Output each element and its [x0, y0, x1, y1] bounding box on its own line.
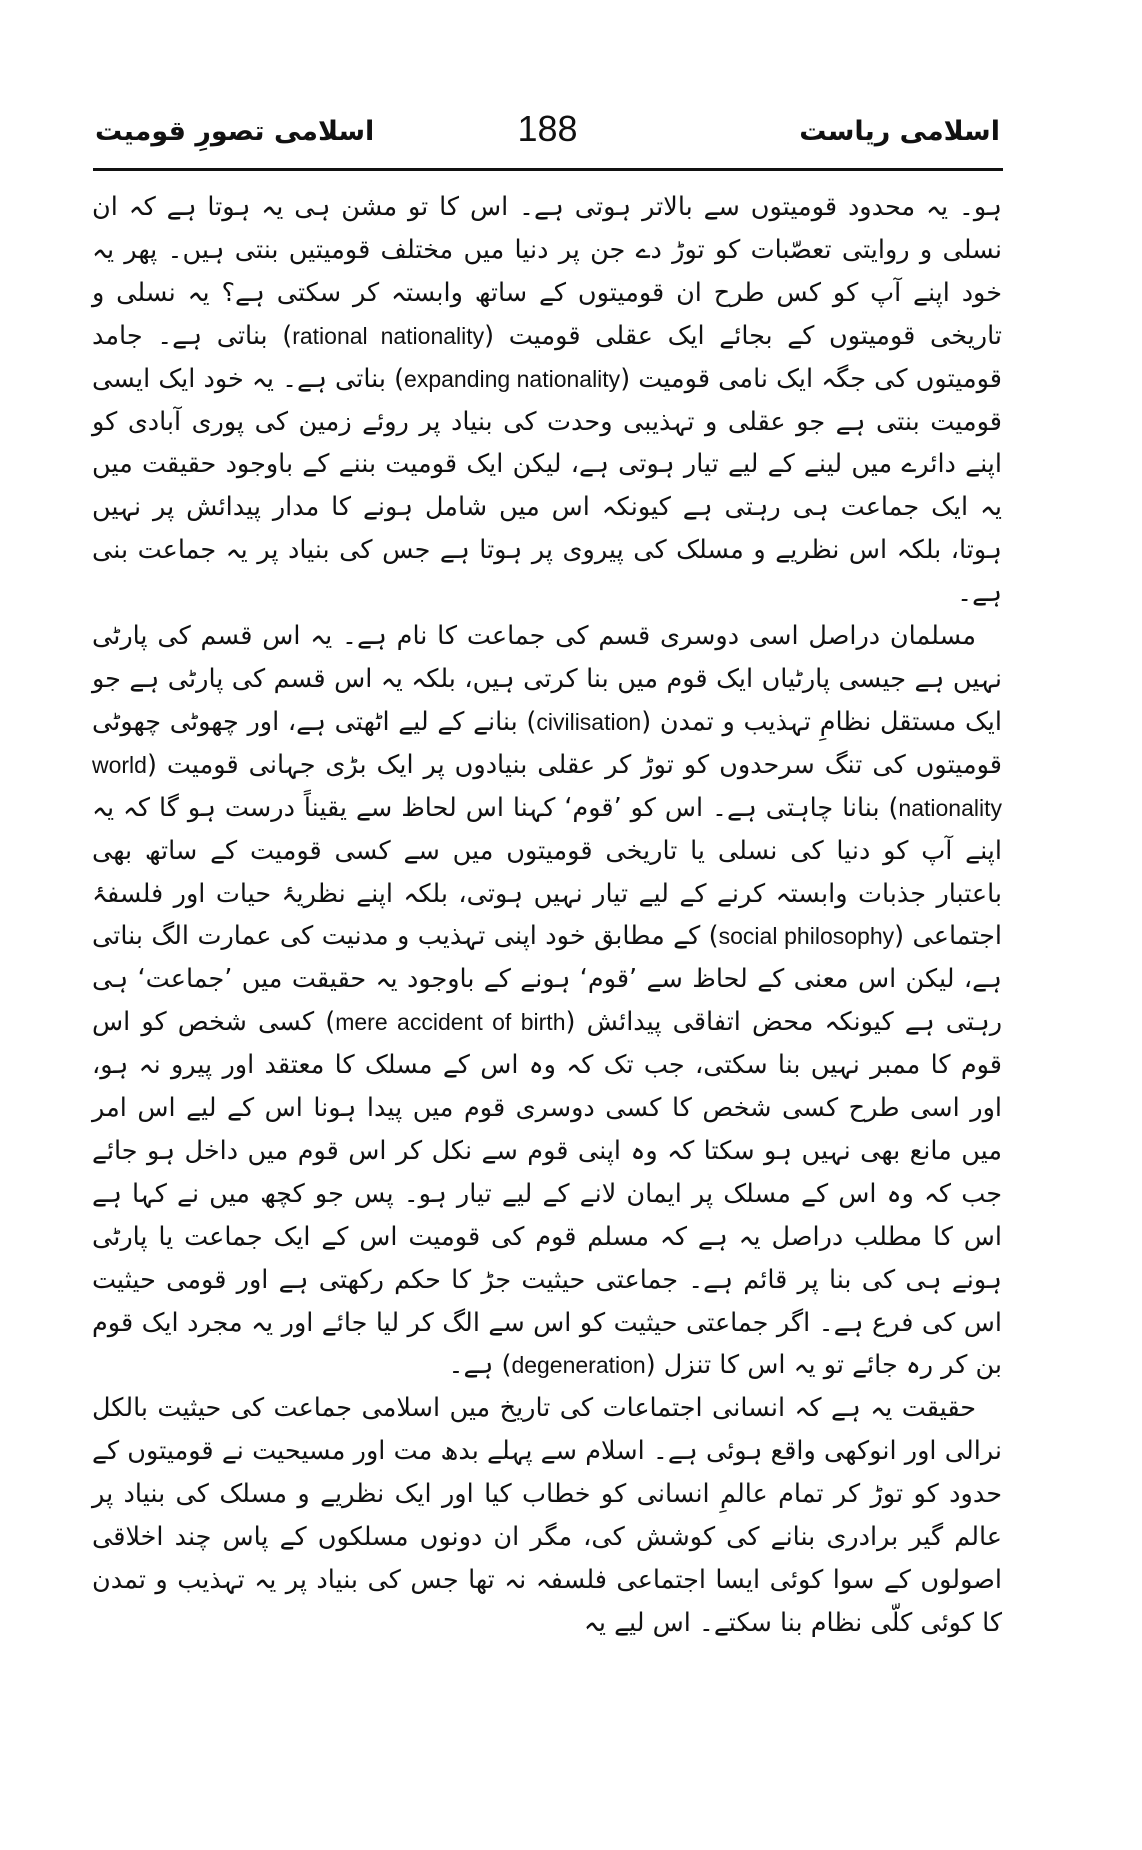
text-segment: ) بنانے کے لیے اٹھتی ہے، اور چھوٹی چھوٹی قومیتوں کی تنگ سرحدوں کو توڑ کر عقلی بنیادوں پر ایک بڑی جہانی قومیت ( — [92, 706, 1002, 780]
chapter-title: اسلامی تصورِ قومیت — [95, 116, 375, 147]
paragraph-1 — [92, 186, 1002, 615]
english-term: rational nationality — [292, 322, 485, 349]
english-term: degeneration — [511, 1352, 646, 1379]
english-term: civilisation — [536, 708, 642, 735]
book-title: اسلامی ریاست — [799, 116, 1000, 147]
text-segment: ) بنانا چاہتی ہے۔ اس کو ’قوم‘ کہنا اس لحاظ سے یقیناً درست ہو گا کہ یہ اپنے آپ کو دنیا کی نسلی یا تاریخی قومیتوں میں سے کسی قومیت کے ساتھ بھی باعتبار جذبات وابستہ کرنے کے لیے تیار نہیں ہوتی، بلکہ اپنے نظریۂ حیات اور فلسفۂ اجتماعی ( — [92, 792, 1003, 952]
header-divider — [93, 168, 1003, 171]
text-segment: ہو۔ یہ محدود قومیتوں سے بالاتر ہوتی ہے۔ اس کا تو مشن ہی یہ ہوتا ہے کہ ان نسلی و روایتی تعصّبات کو توڑ دے جن پر دنیا میں مختلف قومیتیں بنتی ہیں۔ پھر یہ خود اپنے آپ کو کس طرح ان قومیتوں کے ساتھ وابستہ کر سکتی ہے؟ یہ نسلی و تاریخی قومیتوں کے بجائے ایک عقلی قومیت ( — [92, 192, 1002, 351]
text-segment: ) بناتی ہے۔ جامد قومیتوں کی جگہ ایک نامی قومیت ( — [92, 320, 1002, 394]
running-header — [95, 108, 1000, 158]
text-segment: مسلمان دراصل اسی دوسری قسم کی جماعت کا نام ہے۔ یہ اس قسم کی پارٹی نہیں ہے جیسی پارٹیاں ایک قوم میں بنا کرتی ہیں، بلکہ یہ اس قسم کی پارٹی ہے جو ایک مستقل نظامِ تہذیب و تمدن ( — [92, 621, 1002, 737]
text-segment: ) ہے۔ — [448, 1350, 512, 1381]
paragraph-3 — [92, 1387, 1002, 1644]
text-segment: ) کے مطابق خود اپنی تہذیب و مدنیت کی عمارت الگ بناتی ہے، لیکن اس معنی کے لحاظ سے ’قوم‘ ہونے کے باوجود یہ حقیقت میں ’جماعت‘ ہی رہتی ہے کیونکہ محض اتفاقی پیدائش ( — [92, 921, 1003, 1038]
english-term: mere accident of birth — [335, 1009, 566, 1036]
text-segment: ) کسی شخص کو اس قوم کا ممبر نہیں بنا سکتی، جب تک کہ وہ اس کے مسلک کا معتقد اور پیرو نہ ہو، اور اسی طرح کسی شخص کا کسی دوسری قوم میں پیدا ہونا اس کے لیے اس امر میں مانع بھی نہیں ہو سکتا کہ وہ اپنی قوم سے نکل کر اس قوم میں داخل ہو جائے جب کہ وہ اس کے مسلک پر ایمان لانے کے لیے تیار ہو۔ پس جو کچھ میں نے کہا ہے اس کا مطلب دراصل یہ ہے کہ مسلم قوم کی قومیت اس کے ایک جماعت یا پارٹی ہونے ہی کی بنا پر قائم ہے۔ جماعتی حیثیت جڑ کا حکم رکھتی ہے اور قومی حیثیت اس کی فرع ہے۔ اگر جماعتی حیثیت کو اس سے الگ کر لیا جائے اور یہ مجرد ایک قوم بن کر رہ جائے تو یہ اس کا تنزل ( — [92, 1007, 1002, 1381]
text-segment: حقیقت یہ ہے کہ انسانی اجتماعات کی تاریخ میں اسلامی جماعت کی حیثیت بالکل نرالی اور انوکھی واقع ہوئی ہے۔ اسلام سے پہلے بدھ مت اور مسیحیت نے قومیتوں کے حدود کو توڑ کر تمام عالمِ انسانی کو خطاب کیا اور ایک نظریے و مسلک کی بنیاد پر عالم گیر برادری بنانے کی کوشش کی، مگر ان دونوں مسلکوں کے پاس چند اخلاقی اصولوں کے سوا کوئی ایسا اجتماعی فلسفہ نہ تھا جس کی بنیاد پر یہ تہذیب و تمدن کا کوئی کلّی نظام بنا سکتے۔ اس لیے یہ — [92, 1393, 1002, 1638]
page-number: 188 — [517, 108, 578, 149]
paragraph-2 — [92, 615, 1002, 1387]
english-term: world nationality — [92, 751, 1002, 821]
english-term: expanding nationality — [404, 365, 621, 392]
english-term: social philosophy — [718, 923, 895, 950]
text-segment: ) بناتی ہے۔ یہ خود ایک ایسی قومیت بنتی ہے جو عقلی و تہذیبی وحدت کی بنیاد پر روئے زمین کی پوری آبادی کو اپنے دائرے میں لینے کے لیے تیار ہوتی ہے، لیکن ایک قومیت بننے کے باوجود حقیقت میں یہ ایک جماعت ہی رہتی ہے کیونکہ اس میں شامل ہونے کا مدار پیدائش پر نہیں ہوتا، بلکہ اس نظریے و مسلک کی پیروی پر ہوتا ہے جس کی بنیاد پر یہ جماعت بنی ہے۔ — [92, 363, 1002, 609]
body-text — [92, 186, 1002, 1645]
